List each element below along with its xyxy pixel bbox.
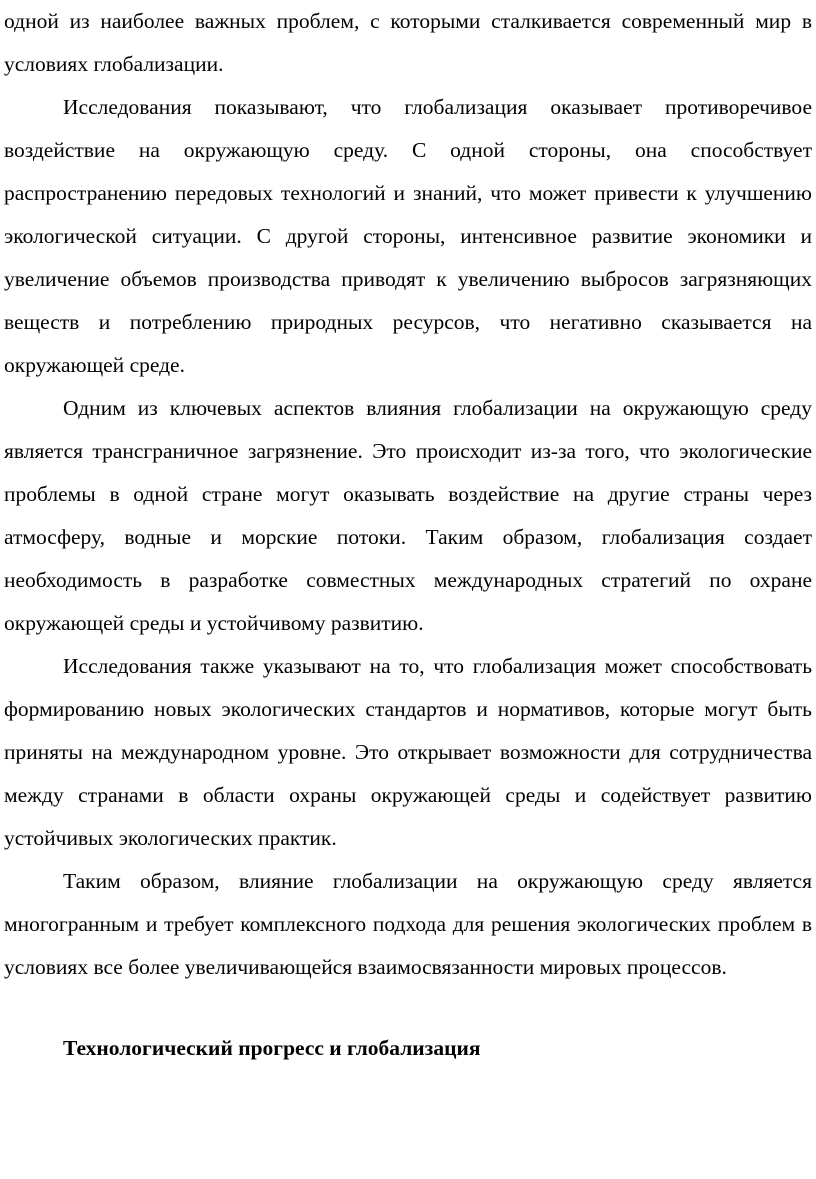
paragraph-research-contradictory-impact: Исследования показывают, что глобализация оказывает противоречивое воздействие на окружающую среду. С одной стороны, она способствует распространению передовых технологий и знаний, что может привести к улучшению экологической ситуации. С другой стороны, интенсивное развитие экономики и увеличение объемов производства приводят к увеличению выбросов загрязняющих веществ и потреблению природных ресурсов, что негативно сказывается на окружающей среде.: [4, 95, 812, 377]
paragraph-continuation: одной из наиболее важных проблем, с которыми сталкивается современный мир в условиях глобализации.: [4, 9, 812, 76]
section-heading: Технологический прогресс и глобализация: [63, 1036, 481, 1060]
paragraph-environmental-standards: Исследования также указывают на то, что глобализация может способствовать формированию новых экологических стандартов и нормативов, которые могут быть приняты на международном уровне. Это открывает возможности для сотрудничества между странами в области охраны окружающей среды и содействует развитию устойчивых экологических практик.: [4, 654, 812, 850]
paragraph-transboundary-pollution: Одним из ключевых аспектов влияния глобализации на окружающую среду является трансграничное загрязнение. Это происходит из-за того, что экологические проблемы в одной стране могут оказывать воздействие на другие страны через атмосферу, водные и морские потоки. Таким образом, глобализация создает необходимость в разработке совместных международных стратегий по охране окружающей среды и устойчивому развитию.: [4, 396, 812, 635]
paragraph-conclusion: Таким образом, влияние глобализации на окружающую среду является многогранным и требует комплексного подхода для решения экологических проблем в условиях все более увеличивающейся взаимосвязанности мировых процессов.: [4, 869, 812, 979]
